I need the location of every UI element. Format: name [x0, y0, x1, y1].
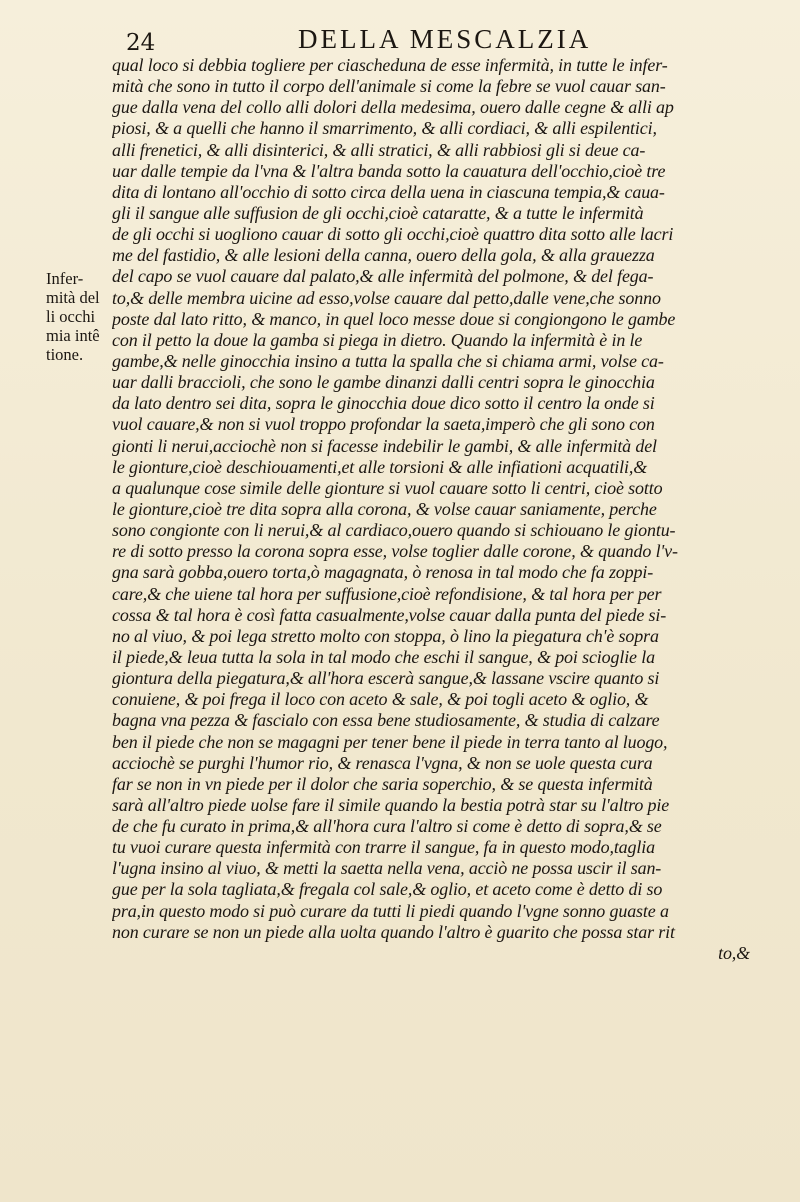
text-line: gue dalla vena del collo alli dolori della medesima, ouero dalle cegne & alli ap	[112, 97, 674, 118]
text-line: piosi, & a quelli che hanno il smarrimento, & alli cordiaci, & alli espilentici,	[112, 118, 657, 139]
marginal-note	[46, 269, 116, 364]
text-line: de che fu curato in prima,& all'hora cura l'altro si come è detto di sopra,& se	[112, 816, 662, 837]
text-line: pra,in questo modo si può curare da tutti li piedi quando l'vgne sonno guaste a	[112, 900, 669, 921]
text-line: uar dalli braccioli, che sono le gambe dinanzi dalli centri sopra le ginocchia	[112, 372, 655, 393]
text-line: gambe,& nelle ginocchia insino a tutta la spalla che si chiama armi, volse ca-	[112, 350, 664, 371]
text-line: bagna vna pezza & fascialo con essa bene studiosamente, & studia di calzare	[112, 710, 660, 731]
text-line: de gli occhi si uogliono cauar di sotto gli occhi,cioè quattro dita sotto alle lacri	[112, 224, 674, 245]
marginal-note-line: mia intê	[46, 326, 100, 345]
text-line: gna sarà gobba,ouero torta,ò magagnata, ò renosa in tal modo che fa zoppi-	[112, 562, 654, 583]
text-line: mità che sono in tutto il corpo dell'animale si come la febre se vuol cauar san-	[112, 76, 666, 97]
text-line: gue per la sola tagliata,& fregala col sale,& oglio, et aceto come è detto di so	[112, 879, 663, 900]
text-line: poste dal lato ritto, & manco, in quel loco messe doue si congiongono le gambe	[112, 308, 676, 329]
text-line: sarà all'altro piede uolse fare il simile quando la bestia potrà star su l'altro pie	[112, 794, 670, 815]
text-line: non curare se non un piede alla uolta quando l'altro è guarito che possa star rit	[112, 921, 675, 942]
text-line: me del fastidio, & alle lesioni della canna, ouero della gola, & alla grauezza	[112, 245, 655, 266]
text-line: far se non in vn piede per il dolor che saria soperchio, & se questa infermità	[112, 773, 653, 794]
text-line: gli il sangue alle suffusion de gli occhi,cioè cataratte, & a tutte le infermità	[112, 202, 644, 223]
text-line: ben il piede che non se magagni per tener bene il piede in terra tanto al luogo,	[112, 731, 668, 752]
text-line: alli frenetici, & alli disinterici, & alli stratici, & alli rabbiosi gli si deue ca-	[112, 139, 646, 160]
text-line: da lato dentro sei dita, sopra le ginocchia doue dico sotto il centro la onde si	[112, 393, 655, 414]
text-line: to,& delle membra uicine ad esso,volse cauare dal petto,dalle vene,che sonno	[112, 287, 661, 308]
text-line: a qualunque cose simile delle gionture si vuol cauare sotto li centri, cioè sotto	[112, 477, 663, 498]
text-line: gionti li nerui,acciochè non si facesse indebilir le gambi, & alle infermità del	[112, 435, 657, 456]
text-line: care,& che uiene tal hora per suffusione,cioè refondisione, & tal hora per per	[112, 583, 662, 604]
running-head: DELLA MESCALZIA	[298, 24, 592, 54]
text-line: le gionture,cioè deschiouamenti,et alle torsioni & alle infiationi acquatili,&	[112, 456, 648, 477]
marginal-note-line: mità del	[46, 288, 100, 307]
body-text	[112, 55, 788, 964]
text-line: qual loco si debbia togliere per ciascheduna de esse infermità, in tutte le infer-	[112, 55, 668, 75]
marginal-note-line: tione.	[46, 345, 84, 364]
text-line: giontura della piegatura,& all'hora escerà sangue,& lassane vscire quanto si	[112, 668, 660, 689]
text-line: le gionture,cioè tre dita sopra alla corona, & volse cauar saniamente, perche	[112, 498, 657, 519]
page-number: 24	[126, 30, 156, 56]
text-line: cossa & tal hora è così fatta casualmente,volse cauar dalla punta del piede si-	[112, 604, 667, 625]
text-line: vuol cauare,& non si vuol troppo profondar la saeta,imperò che gli sono con	[112, 414, 655, 435]
text-line: conuiene, & poi frega il loco con aceto & sale, & poi togli aceto & oglio, &	[112, 689, 649, 710]
text-line: il piede,& leua tutta la sola in tal modo che eschi il sangue, & poi scioglie la	[112, 646, 655, 667]
text-line: del capo se vuol cauare dal palato,& alle infermità del polmone, & del fega-	[112, 266, 654, 287]
marginal-note-line: li occhi	[46, 307, 96, 326]
text-line: tu vuoi curare questa infermità con trarre il sangue, fa in questo modo,taglia	[112, 837, 655, 858]
text-line: l'ugna insino al viuo, & metti la saetta nella vena, acciò ne possa uscir il san-	[112, 858, 662, 879]
text-line: con il petto la doue la gamba si piega in dietro. Quando la infermità è in le	[112, 329, 643, 350]
text-line: sono congionte con li nerui,& al cardiaco,ouero quando si schiouano le giontu-	[112, 520, 676, 541]
text-line: dita di lontano all'occhio di sotto circa della uena in ciascuna tempia,& caua-	[112, 181, 665, 202]
text-line: to,&	[718, 942, 750, 963]
text-line: no al viuo, & poi lega stretto molto con stoppa, ò lino la piegatura ch'è sopra	[112, 625, 659, 646]
marginal-note-line: Infer-	[46, 269, 84, 288]
text-line: acciochè se purghi l'humor rio, & renasca l'vgna, & non se uole questa cura	[112, 752, 653, 773]
text-line: uar dalle tempie da l'vna & l'altra banda sotto la cauatura dell'occhio,cioè tre	[112, 160, 666, 181]
text-line: re di sotto presso la corona sopra esse, volse toglier dalle corone, & quando l'v-	[112, 541, 678, 562]
